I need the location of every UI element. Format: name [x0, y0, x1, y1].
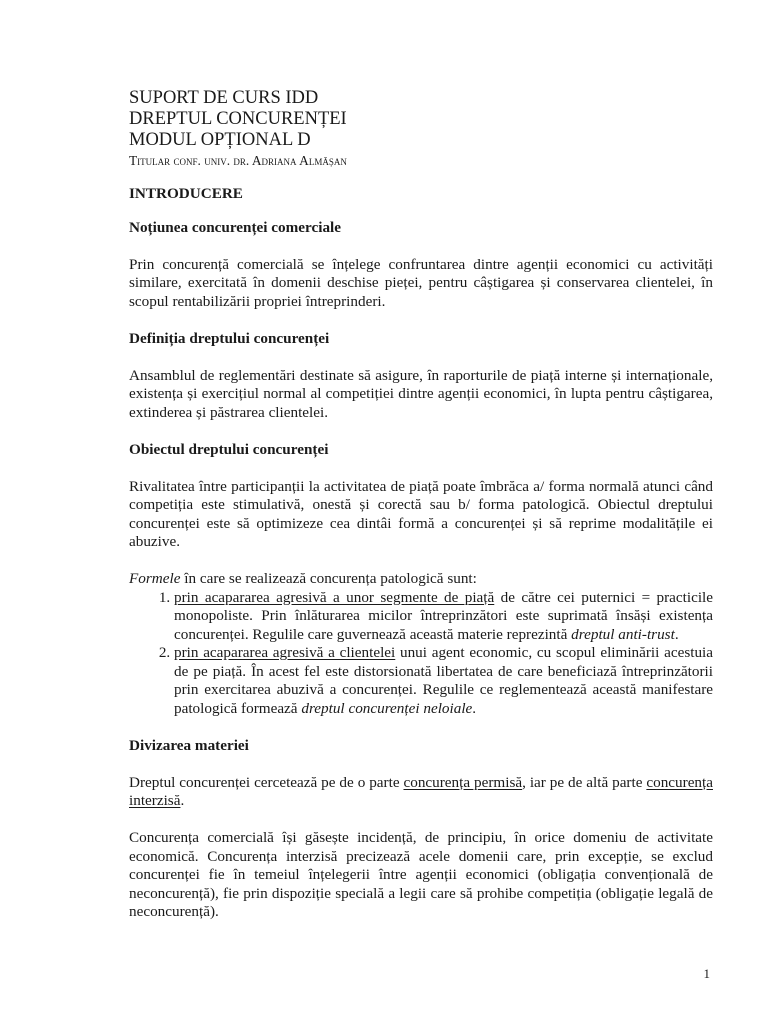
page-number: 1 [703, 966, 710, 981]
definitia-heading: Definiția dreptului concurenței [129, 329, 330, 347]
concurenta-interzisa: concurența interzisă [129, 773, 713, 809]
list-item-tail: . [674, 625, 679, 643]
course-author: Titular conf. univ. dr. Adriana Almășan [129, 153, 347, 168]
list-item-text: unui agent economic, cu scopul eliminării acestuia de pe piață. În acest fel este distorsionată libertatea de care beneficiază întreprinzătorii prin exercitarea abuzivă a concurenței. Regulile ce reglementează această manifestare patologică formează [174, 644, 713, 717]
forms-list [129, 589, 713, 719]
concurenta-permisa: concurența permisă [403, 773, 523, 791]
formele-paragraph [129, 570, 713, 589]
divizarea-heading: Divizarea materiei [129, 736, 249, 754]
intro-heading: INTRODUCERE [129, 185, 243, 202]
list-item [174, 644, 713, 718]
course-module: MODUL OPȚIONAL D [129, 130, 311, 150]
list-item [174, 589, 713, 645]
notiunea-heading: Noțiunea concurenței comerciale [129, 218, 342, 236]
definitia-paragraph: Ansamblul de reglementări destinate să asigure, în raporturile de piață interne și internaționale, existența și exercițiul normal al competiției dintre agenții economici, în lupta pentru câștigarea, extinderea și păstrarea clientelei. [129, 366, 713, 421]
notiunea-paragraph: Prin concurență comercială se înțelege confruntarea dintre agenții economici cu activități similare, exercitată în domenii deschise pieței, pentru câștigarea și conservarea clientelei, în scopul rentabilizării propriei întreprinderi. [129, 255, 713, 310]
divizarea-paragraph [129, 774, 713, 811]
course-subject: DREPTUL CONCURENȚEI [129, 109, 347, 129]
formele-rest: în care se realizează concurența patologică sunt: [180, 570, 477, 587]
divizarea-text-b: , iar pe de altă parte [522, 773, 647, 791]
final-paragraph: Concurența comercială își găsește incidență, de principiu, în orice domeniu de activitate economică. Concurența interzisă precizează acele domenii care, prin excepție, se exclud concurenței fie în temeiul înțelegerii între agenții economici (obligația convențională de neconcurență), fie prin dispoziție specială a legii care să prohibe competiția (obligație legală de neconcurență). [129, 829, 713, 920]
list-item-italic: dreptul anti-trust [571, 625, 675, 643]
list-item-underlined: prin acapararea agresivă a clientelei [174, 644, 396, 661]
list-item-italic: dreptul concurenței neloiale [301, 699, 473, 717]
obiectul-heading: Obiectul dreptului concurenței [129, 440, 329, 458]
list-item-underlined: prin acapararea agresivă a unor segmente de piață [174, 588, 495, 606]
divizarea-text-a: Dreptul concurenței cercetează pe de o parte [129, 773, 404, 791]
list-item-text: de către cei puternici = practicile monopoliste. Prin înlăturarea micilor întreprinzători este suprimată însăși existența concurenței. Regulile care guvernează această materie reprezintă [174, 588, 713, 643]
course-title: SUPORT DE CURS IDD [129, 88, 319, 108]
document-page [129, 88, 713, 922]
list-item-tail: . [472, 699, 477, 717]
divizarea-text-c: . [180, 792, 185, 809]
formele-italic: Formele [129, 570, 181, 587]
obiectul-paragraph: Rivalitatea între participanții la activitatea de piață poate îmbrăca a/ forma normală atunci când competiția este stimulativă, onestă și corectă sau b/ forma patologică. Obiectul dreptului concurenței este să optimizeze cea dintâi formă a concurenței și să reprime modalitățile ei abuzive. [129, 477, 713, 550]
